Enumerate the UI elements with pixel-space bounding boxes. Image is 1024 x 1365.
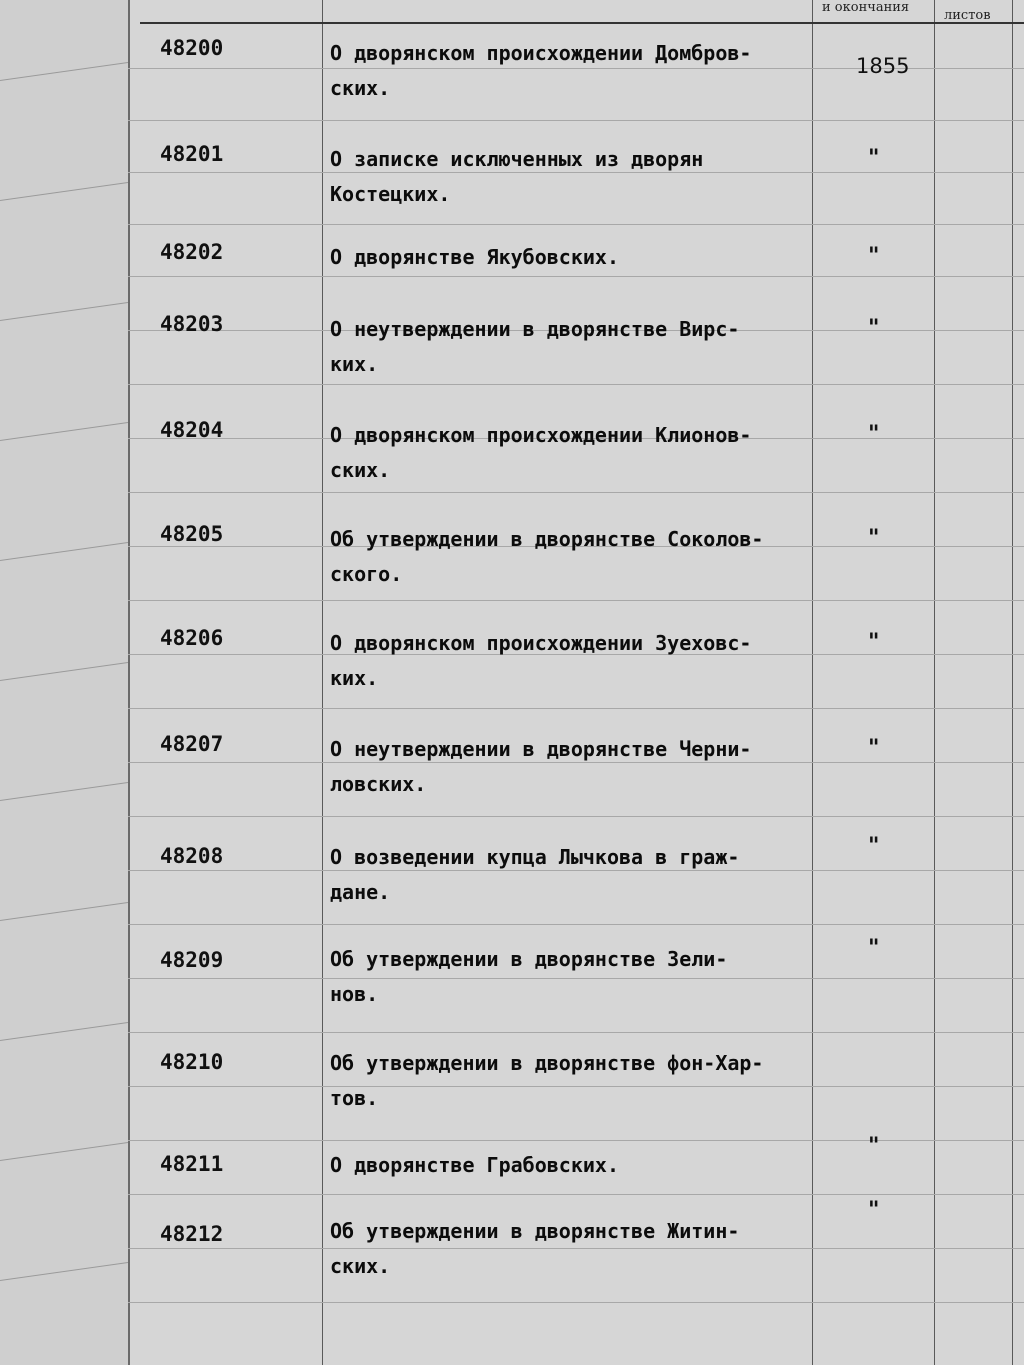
record-date-ditto: "	[868, 422, 880, 447]
record-date-ditto: "	[868, 834, 880, 859]
record-number: 48209	[160, 948, 224, 972]
record-number: 48205	[160, 522, 224, 546]
record-row	[0, 732, 1024, 832]
record-description: О дворянстве Грабовских.	[330, 1153, 619, 1177]
record-row	[0, 522, 1024, 622]
record-number: 48212	[160, 1222, 224, 1246]
record-number: 48210	[160, 1050, 224, 1074]
record-description: Об утверждении в дворянстве Зели- нов.	[330, 947, 728, 1006]
record-row	[0, 142, 1024, 242]
header-sheets-label: листов	[944, 8, 991, 23]
record-description: О дворянском происхождении Клионов- ских.	[330, 423, 752, 482]
record-number: 48207	[160, 732, 224, 756]
record-number: 48211	[160, 1152, 224, 1176]
record-number: 48201	[160, 142, 224, 166]
record-date-ditto: "	[868, 936, 880, 961]
record-description: О дворянском происхождении Зуеховс- ких.	[330, 631, 752, 690]
record-row	[0, 418, 1024, 518]
record-number: 48203	[160, 312, 224, 336]
record-description: Об утверждении в дворянстве фон-Хар- тов.	[330, 1051, 764, 1110]
record-date-ditto: "	[868, 1134, 880, 1159]
record-description: О неутверждении в дворянстве Вирс- ких.	[330, 317, 740, 376]
record-number: 48200	[160, 36, 224, 60]
record-description: О дворянстве Якубовских.	[330, 245, 619, 269]
record-number: 48202	[160, 240, 224, 264]
header-dates-label: и окончания	[822, 0, 910, 15]
record-row	[0, 936, 1024, 1042]
record-date-ditto: "	[868, 244, 880, 269]
record-row	[0, 36, 1024, 136]
record-date-ditto: "	[868, 316, 880, 341]
record-number: 48206	[160, 626, 224, 650]
record-row	[0, 1198, 1024, 1314]
record-row	[0, 312, 1024, 412]
record-description: О возведении купца Лычкова в граж- дане.	[330, 845, 740, 904]
header-rule	[140, 22, 1024, 24]
record-row	[0, 834, 1024, 940]
record-date-ditto: "	[868, 526, 880, 551]
record-date-ditto: "	[868, 146, 880, 171]
record-date: 1855	[856, 54, 910, 78]
record-date-ditto: "	[868, 630, 880, 655]
record-row	[0, 626, 1024, 726]
record-number: 48204	[160, 418, 224, 442]
record-date-ditto: "	[868, 1198, 880, 1223]
record-row	[0, 1046, 1024, 1146]
record-description: Об утверждении в дворянстве Соколов- ского.	[330, 527, 764, 586]
record-description: О дворянском происхождении Домбров- ских.	[330, 41, 752, 100]
record-number: 48208	[160, 844, 224, 868]
record-description: О неутверждении в дворянстве Черни- ловских.	[330, 737, 752, 796]
record-description: О записке исключенных из дворян Костецких.	[330, 147, 704, 206]
record-description: Об утверждении в дворянстве Житин- ских.	[330, 1219, 740, 1278]
record-date-ditto: "	[868, 736, 880, 761]
